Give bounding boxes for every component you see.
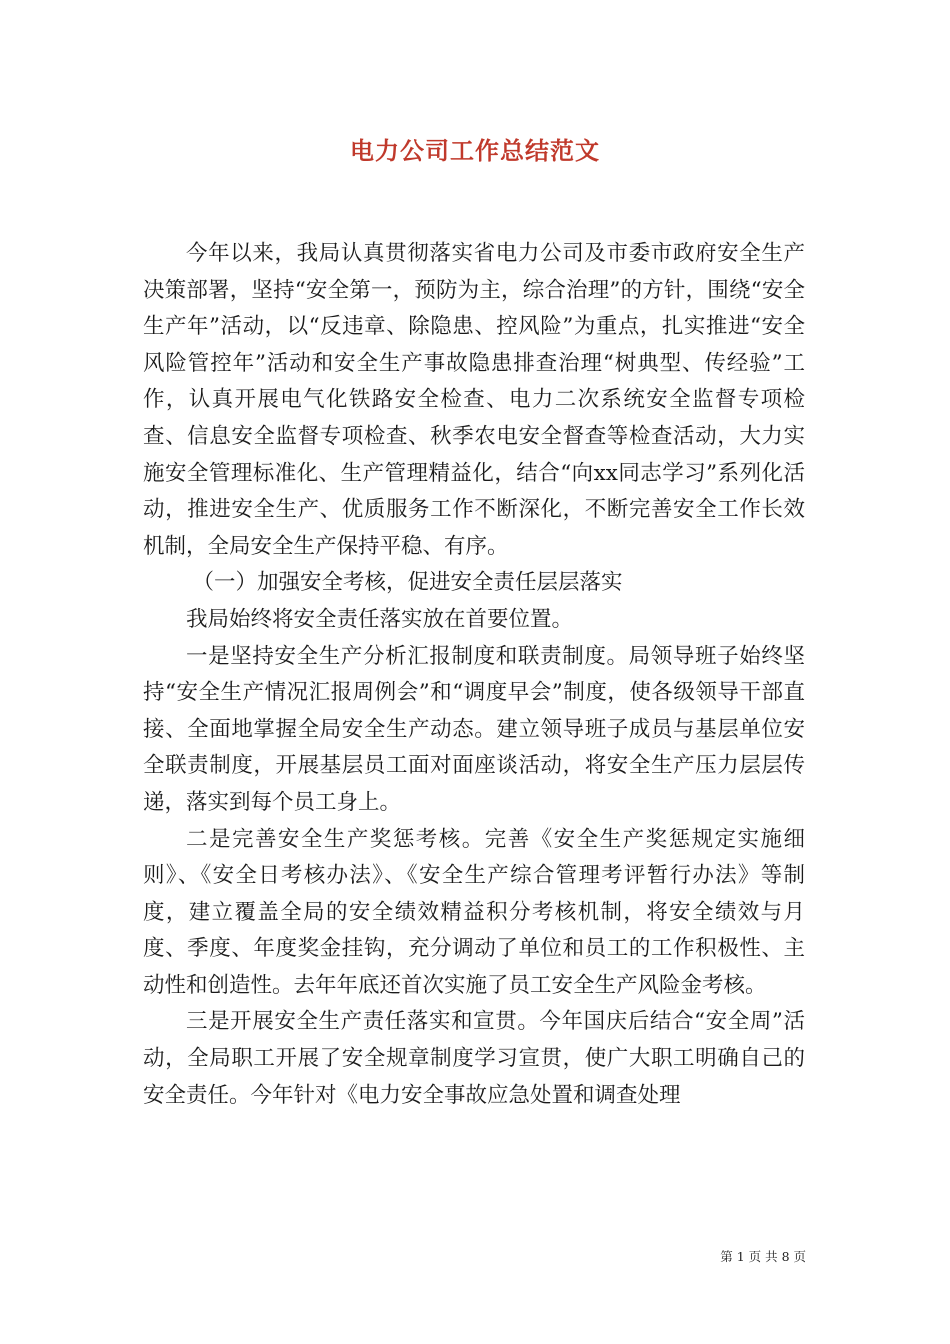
paragraph-4: 三是开展安全生产责任落实和宣贯。今年国庆后结合“安全周”活动，全局职工开展了安全规章制度学习宣贯，使广大职工明确自己的安全责任。今年针对《电力安全事故应急处置和调查处理 xyxy=(143,1009,805,1108)
page-number-footer: 第 1 页 共 8 页 xyxy=(720,1249,806,1264)
paragraph-3: 二是完善安全生产奖惩考核。完善《安全生产奖惩规定实施细则》、《安全日考核办法》、《安全生产综合管理考评暂行办法》等制度，建立覆盖全局的安全绩效精益积分考核机制，将安全绩效与月度、季度、年度奖金挂钩，充分调动了单位和员工的工作积极性、主动性和创造性。去年年底还首次实施了员工安全生产风险金考核。 xyxy=(143,826,805,998)
paragraph-1: 我局始终将安全责任落实放在首要位置。 xyxy=(186,606,574,632)
paragraph-intro: 今年以来，我局认真贯彻落实省电力公司及市委市政府安全生产决策部署，坚持“安全第一，预防为主，综合治理”的方针，围绕“安全生产年”活动，以“反违章、除隐患、控风险”为重点，扎实推进“安全风险管控年”活动和安全生产事故隐患排查治理“树典型、传经验”工作，认真开展电气化铁路安全检查、电力二次系统安全监督专项检查、信息安全监督专项检查、秋季农电安全督查等检查活动，大力实施安全管理标准化、生产管理精益化，结合“向xx同志学习”系列化活动，推进安全生产、优质服务工作不断深化，不断完善安全工作长效机制，全局安全生产保持平稳、有序。 xyxy=(143,241,805,559)
document-title: 电力公司工作总结范文 xyxy=(350,136,600,165)
document-body xyxy=(143,236,805,1114)
section-heading-1: （一）加强安全考核，促进安全责任层层落实 xyxy=(192,570,623,596)
paragraph-2: 一是坚持安全生产分析汇报制度和联责制度。局领导班子始终坚持“安全生产情况汇报周例会”和“调度早会”制度，使各级领导干部直接、全面地掌握全局安全生产动态。建立领导班子成员与基层单位安全联责制度，开展基层员工面对面座谈活动，将安全生产压力层层传递，落实到每个员工身上。 xyxy=(143,643,805,815)
